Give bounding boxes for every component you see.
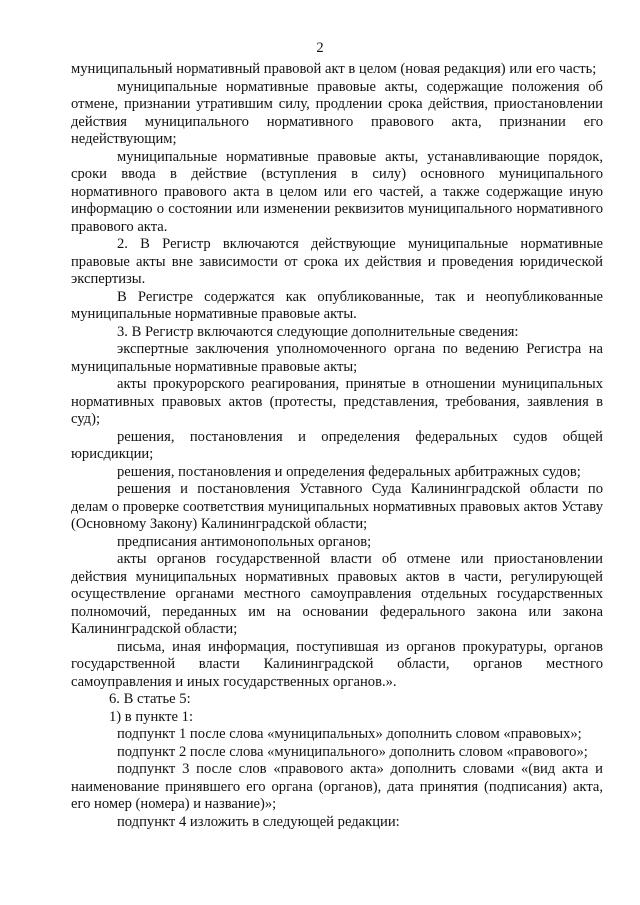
paragraph: предписания антимонопольных органов; <box>117 533 372 550</box>
paragraph: подпункт 1 после слова «муниципальных» дополнить словом «правовых»; <box>117 726 582 742</box>
paragraph: решения, постановления и определения федеральных арбитражных судов; <box>117 463 581 480</box>
paragraph: 1) в пункте 1: <box>109 708 194 725</box>
paragraph: экспертные заключения уполномоченного органа по ведению Регистра на муниципальные нормативные правовые акты; <box>71 341 603 375</box>
paragraph: решения, постановления и определения федеральных судов общей юрисдикции; <box>71 428 603 462</box>
paragraph: акты прокурорского реагирования, принятые в отношении муниципальных нормативных правовых актов (протесты, представления, требования, заявления в суд); <box>71 376 603 427</box>
paragraph: акты органов государственной власти об отмене или приостановлении действия муниципальных нормативных правовых актов в части, регулирующей осуществление органами местного самоуправления отдельных государственных полномочий, переданных им на основании федерального закона или закона Калининградской области; <box>71 551 603 637</box>
page-number: 2 <box>316 40 324 56</box>
paragraph: 6. В статье 5: <box>109 691 191 707</box>
paragraph: подпункт 4 изложить в следующей редакции: <box>117 813 400 830</box>
paragraph: В Регистре содержатся как опубликованные, так и неопубликованные муниципальные нормативные правовые акты. <box>71 288 603 322</box>
paragraph: решения и постановления Уставного Суда Калининградской области по делам о проверке соответствия муниципальных нормативных правовых актов Уставу (Основному Закону) Калининградской области; <box>71 481 603 532</box>
paragraph: 3. В Регистр включаются следующие дополнительные сведения: <box>117 323 519 340</box>
paragraph: муниципальные нормативные правовые акты, устанавливающие порядок, сроки ввода в действие (вступления в силу) основного муниципального нормативного правового акта в целом или его частей, а также содержащие иную информацию о состоянии или изменении реквизитов муниципального нормативного правового акта. <box>71 148 603 235</box>
paragraph: муниципальные нормативные правовые акты, содержащие положения об отмене, признании утратившим силу, продлении срока действия, приостановлении действия муниципального нормативного правового акта, признании его недействующим; <box>71 78 603 147</box>
paragraph: подпункт 2 после слова «муниципального» дополнить словом «правового»; <box>117 743 588 760</box>
document-body <box>71 61 603 831</box>
paragraph: 2. В Регистр включаются действующие муниципальные нормативные правовые акты вне зависимости от срока их действия и проведения юридической экспертизы. <box>71 236 603 287</box>
paragraph: муниципальный нормативный правовой акт в целом (новая редакция) или его часть; <box>71 61 597 77</box>
paragraph: подпункт 3 после слов «правового акта» дополнить словами «(вид акта и наименование принявшего его органа (органов), дата принятия (подписания) акта, его номер (номера) и название)»; <box>71 761 603 812</box>
paragraph: письма, иная информация, поступившая из органов прокуратуры, органов государственной власти Калининградской области, органов местного самоуправления и иных государственных органов.». <box>71 638 603 690</box>
